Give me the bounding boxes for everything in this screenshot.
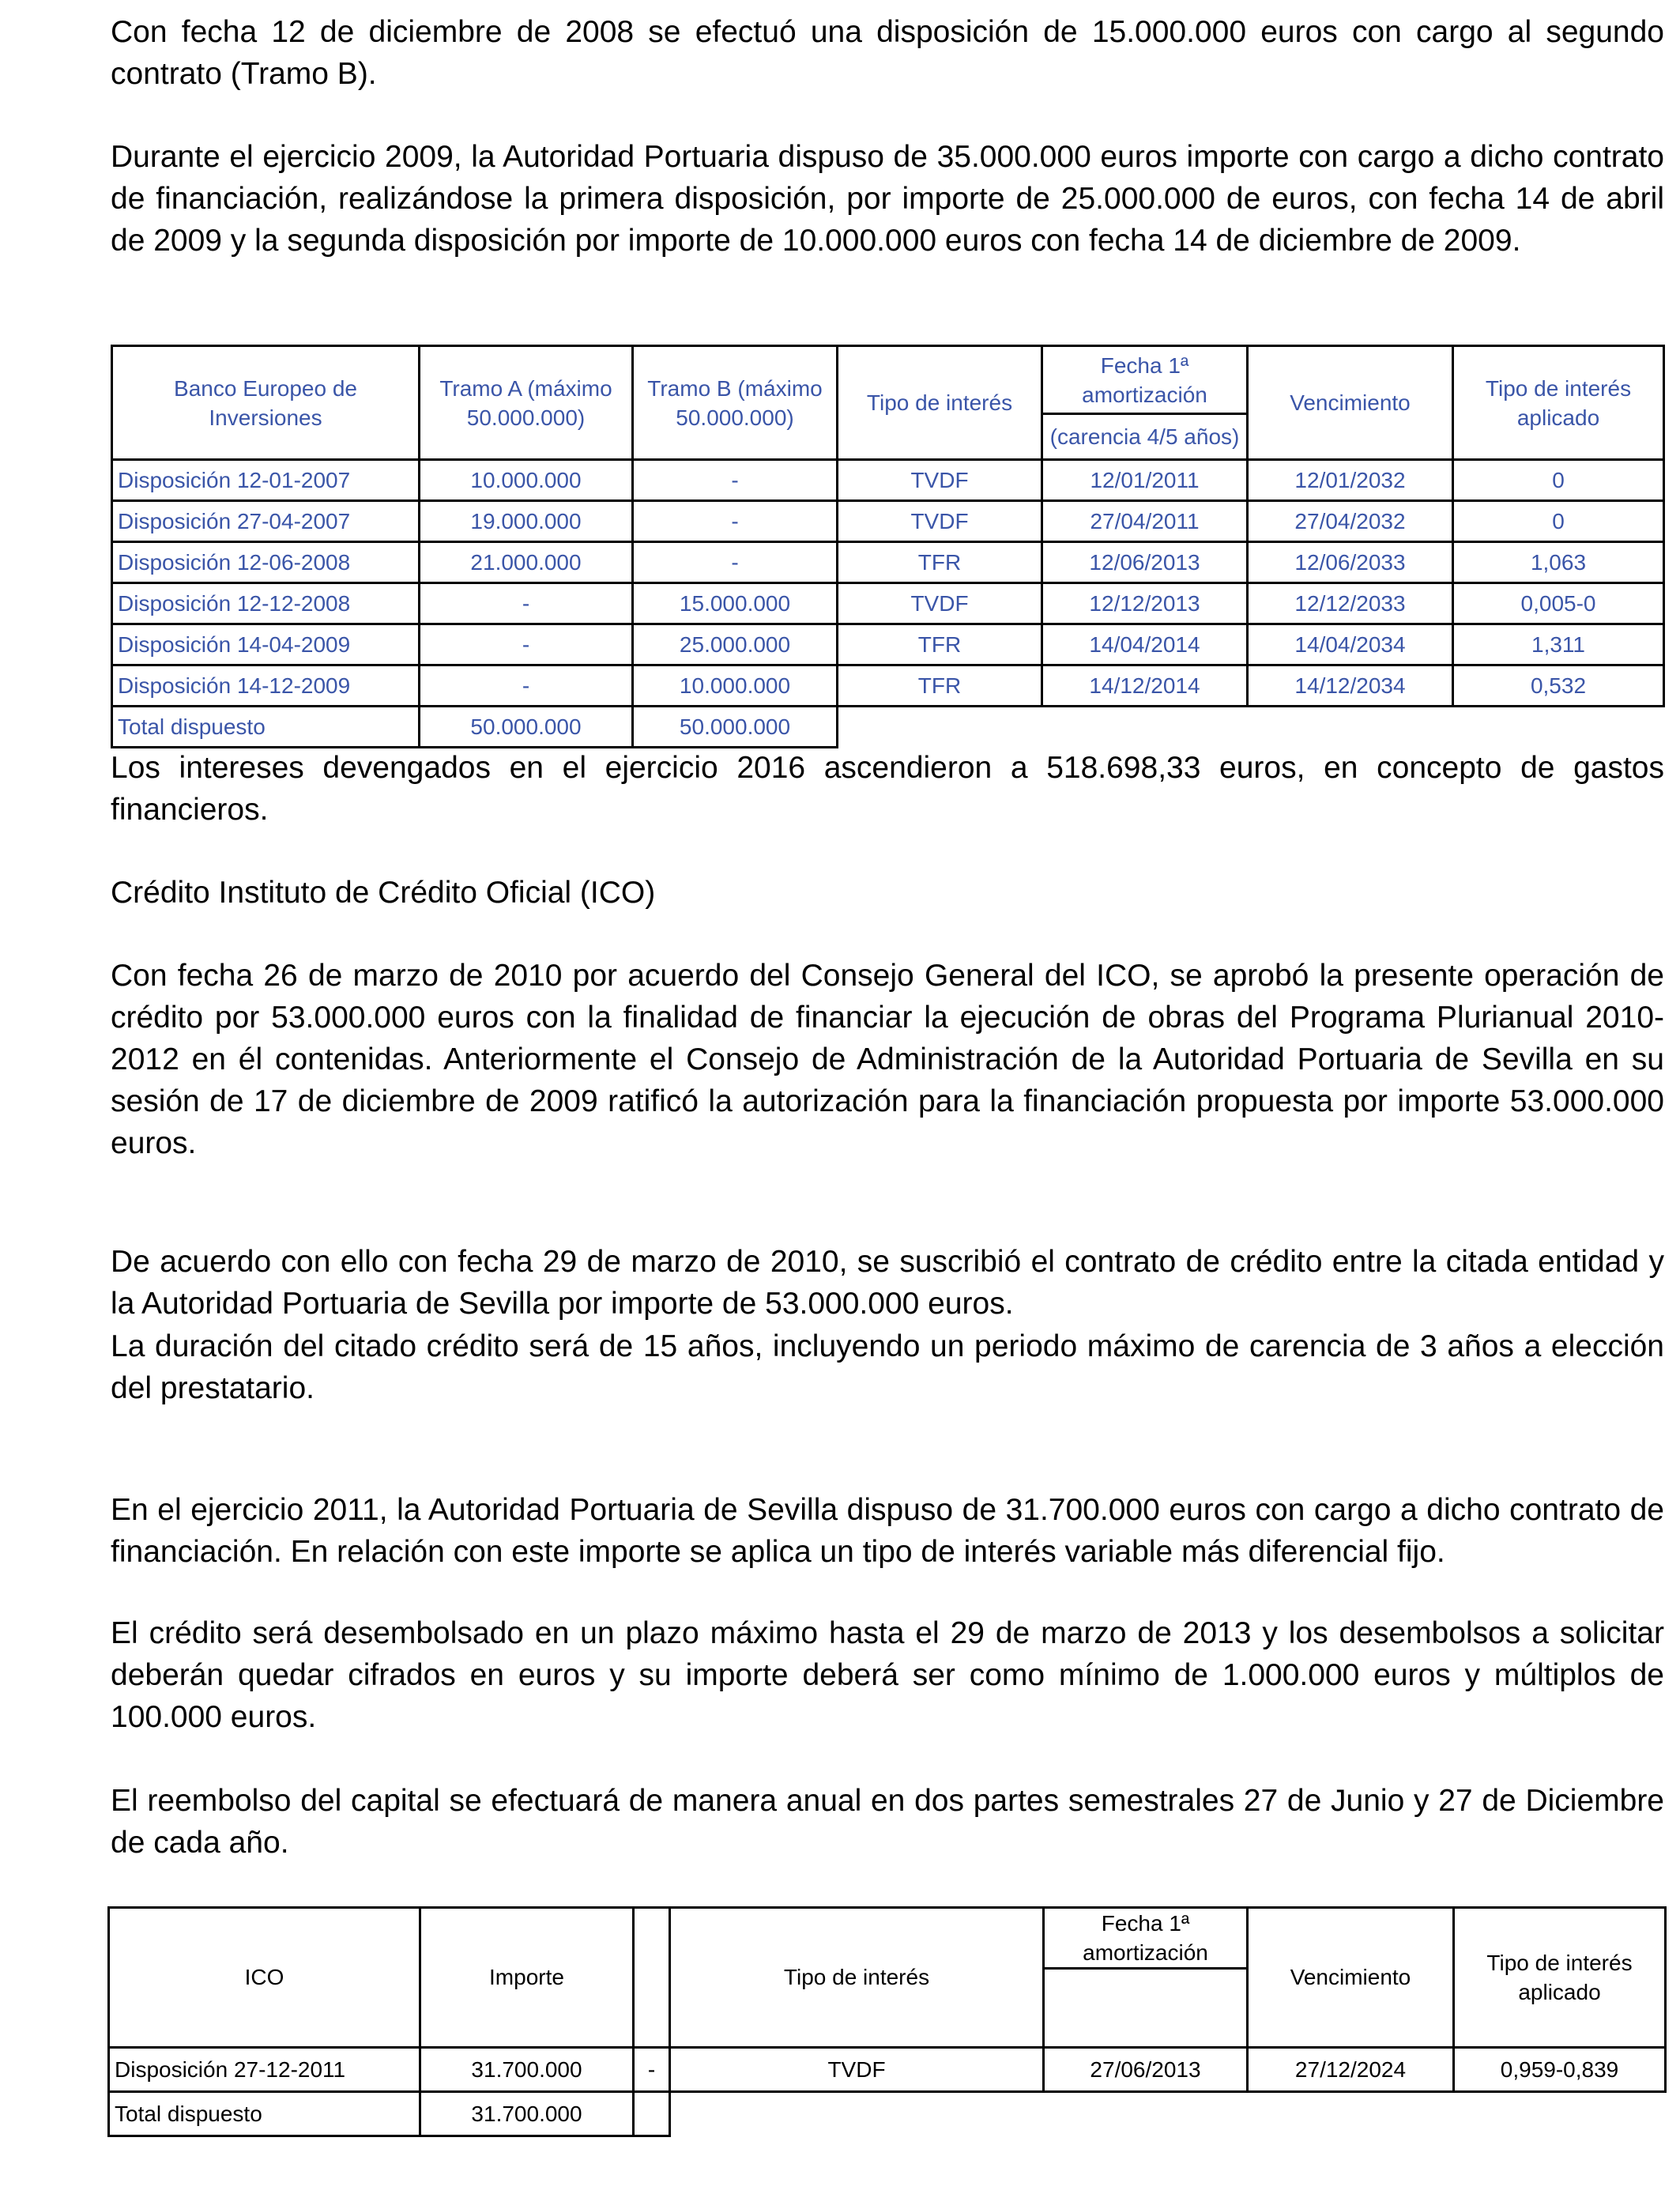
cell-total-tramo-a: 50.000.000: [420, 707, 633, 748]
header-tipo-interes: Tipo de interés: [670, 1908, 1044, 2048]
cell-tipo: TFR: [838, 542, 1042, 583]
paragraph-desembolso: El crédito será desembolsado en un plazo máximo hasta el 29 de marzo de 2013 y los desembolsos a solicitar deberán quedar cifrados en euros y su importe deberá ser como mínimo de 1.000.000 euros y múltiplos de 100.000 euros.: [111, 1616, 1664, 1734]
cell-vencimiento: 27/12/2024: [1248, 2048, 1454, 2092]
cell-tramo-b: 25.000.000: [633, 624, 838, 665]
cell-vencimiento: 12/01/2032: [1248, 460, 1453, 501]
cell-aplicado: 0,005-0: [1453, 583, 1664, 624]
cell-fecha: 14/12/2014: [1042, 665, 1248, 707]
cell-tramo-b: 10.000.000: [633, 665, 838, 707]
table-row: [112, 460, 1664, 501]
cell-tramo-b: -: [633, 501, 838, 542]
paragraph-ejercicio-2011: En el ejercicio 2011, la Autoridad Portuaria de Sevilla dispuso de 31.700.000 euros con cargo a dicho contrato de financiación. En relación con este importe se aplica un tipo de interés variable más diferencial fijo.: [111, 1493, 1664, 1569]
header-tipo-interes: Tipo de interés: [838, 346, 1042, 460]
cell-fecha: 12/12/2013: [1042, 583, 1248, 624]
paragraph-tramo-b: Con fecha 12 de diciembre de 2008 se efectuó una disposición de 15.000.000 euros con cargo al segundo contrato (Tramo B).: [111, 15, 1664, 91]
table-total-row: [109, 2092, 1666, 2136]
table-row: [112, 665, 1664, 707]
cell-dash: -: [634, 2048, 670, 2092]
table-row: [109, 2048, 1666, 2092]
header-tipo-aplicado: Tipo de interés aplicado: [1454, 1908, 1666, 2048]
table-row: [112, 501, 1664, 542]
table-row: [112, 542, 1664, 583]
header-fecha-empty: [1044, 1969, 1248, 2048]
header-fecha-amortizacion: Fecha 1ª amortización: [1042, 346, 1248, 414]
bei-loan-table: [111, 345, 1665, 748]
cell-tramo-b: -: [633, 460, 838, 501]
cell-fecha: 27/04/2011: [1042, 501, 1248, 542]
cell-tramo-a: -: [420, 665, 633, 707]
header-tramo-b: Tramo B (máximo 50.000.000): [633, 346, 838, 460]
cell-tipo: TFR: [838, 624, 1042, 665]
cell-tipo: TVDF: [838, 583, 1042, 624]
cell-total-label: Total dispuesto: [112, 707, 420, 748]
cell-disposicion: Disposición 27-12-2011: [109, 2048, 420, 2092]
cell-total-empty: [634, 2092, 670, 2136]
table-row: [112, 583, 1664, 624]
cell-aplicado: 0: [1453, 460, 1664, 501]
header-empty: [634, 1908, 670, 2048]
cell-tipo: TFR: [838, 665, 1042, 707]
cell-tramo-a: -: [420, 583, 633, 624]
section-heading-ico: Crédito Instituto de Crédito Oficial (ICO): [111, 876, 656, 910]
cell-importe: 31.700.000: [420, 2048, 634, 2092]
paragraph-reembolso: El reembolso del capital se efectuará de manera anual en dos partes semestrales 27 de Junio y 27 de Diciembre de cada año.: [111, 1784, 1664, 1860]
cell-disposicion: Disposición 14-12-2009: [112, 665, 420, 707]
cell-disposicion: Disposición 12-06-2008: [112, 542, 420, 583]
table-row: [112, 624, 1664, 665]
header-ico: ICO: [109, 1908, 420, 2048]
cell-aplicado: 0,959-0,839: [1454, 2048, 1666, 2092]
ico-loan-table: [107, 1906, 1667, 2137]
cell-fecha: 12/01/2011: [1042, 460, 1248, 501]
cell-vencimiento: 12/12/2033: [1248, 583, 1453, 624]
cell-total-importe: 31.700.000: [420, 2092, 634, 2136]
table-total-row: [112, 707, 1664, 748]
cell-tipo: TVDF: [838, 501, 1042, 542]
cell-disposicion: Disposición 12-12-2008: [112, 583, 420, 624]
cell-tramo-b: -: [633, 542, 838, 583]
cell-tramo-a: 10.000.000: [420, 460, 633, 501]
cell-tipo: TVDF: [838, 460, 1042, 501]
header-fecha-amortizacion: Fecha 1ª amortización: [1044, 1908, 1248, 1969]
paragraph-ejercicio-2009: Durante el ejercicio 2009, la Autoridad Portuaria dispuso de 35.000.000 euros importe con cargo a dicho contrato de financiación, realizándose la primera disposición, por importe de 25.000.000 de euros, con fecha 14 de abril de 2009 y la segunda disposición por importe de 10.000.000 euros con fecha 14 de diciembre de 2009.: [111, 140, 1664, 258]
cell-vencimiento: 14/04/2034: [1248, 624, 1453, 665]
empty-area: [838, 707, 1664, 748]
cell-fecha: 14/04/2014: [1042, 624, 1248, 665]
cell-disposicion: Disposición 27-04-2007: [112, 501, 420, 542]
paragraph-duracion: La duración del citado crédito será de 15 años, incluyendo un periodo máximo de carencia de 3 años a elección del prestatario.: [111, 1329, 1664, 1405]
cell-aplicado: 1,311: [1453, 624, 1664, 665]
cell-tramo-b: 15.000.000: [633, 583, 838, 624]
cell-total-tramo-b: 50.000.000: [633, 707, 838, 748]
paragraph-intereses: Los intereses devengados en el ejercicio 2016 ascendieron a 518.698,33 euros, en concepto de gastos financieros.: [111, 751, 1664, 827]
header-vencimiento: Vencimiento: [1248, 346, 1453, 460]
header-tramo-a: Tramo A (máximo 50.000.000): [420, 346, 633, 460]
cell-total-label: Total dispuesto: [109, 2092, 420, 2136]
cell-aplicado: 0,532: [1453, 665, 1664, 707]
cell-vencimiento: 27/04/2032: [1248, 501, 1453, 542]
paragraph-acuerdo-ico: Con fecha 26 de marzo de 2010 por acuerdo del Consejo General del ICO, se aprobó la presente operación de crédito por 53.000.000 euros con la finalidad de financiar la ejecución de obras del Programa Plurianual 2010-2012 en él contenidas. Anteriormente el Consejo de Administración de la Autoridad Portuaria de Sevilla en su sesión de 17 de diciembre de 2009 ratificó la autorización para la financiación propuesta por importe 53.000.000 euros.: [111, 959, 1664, 1160]
cell-tramo-a: 19.000.000: [420, 501, 633, 542]
header-vencimiento: Vencimiento: [1248, 1908, 1454, 2048]
cell-fecha: 12/06/2013: [1042, 542, 1248, 583]
header-bank: Banco Europeo de Inversiones: [112, 346, 420, 460]
header-importe: Importe: [420, 1908, 634, 2048]
cell-disposicion: Disposición 12-01-2007: [112, 460, 420, 501]
header-tipo-aplicado: Tipo de interés aplicado: [1453, 346, 1664, 460]
header-carencia: (carencia 4/5 años): [1042, 414, 1248, 460]
paragraph-contrato: De acuerdo con ello con fecha 29 de marzo de 2010, se suscribió el contrato de crédito entre la citada entidad y la Autoridad Portuaria de Sevilla por importe de 53.000.000 euros.: [111, 1245, 1664, 1321]
cell-tramo-a: -: [420, 624, 633, 665]
cell-fecha: 27/06/2013: [1044, 2048, 1248, 2092]
cell-disposicion: Disposición 14-04-2009: [112, 624, 420, 665]
cell-tipo: TVDF: [670, 2048, 1044, 2092]
empty-area: [670, 2092, 1666, 2136]
cell-aplicado: 1,063: [1453, 542, 1664, 583]
cell-vencimiento: 12/06/2033: [1248, 542, 1453, 583]
cell-tramo-a: 21.000.000: [420, 542, 633, 583]
cell-vencimiento: 14/12/2034: [1248, 665, 1453, 707]
cell-aplicado: 0: [1453, 501, 1664, 542]
